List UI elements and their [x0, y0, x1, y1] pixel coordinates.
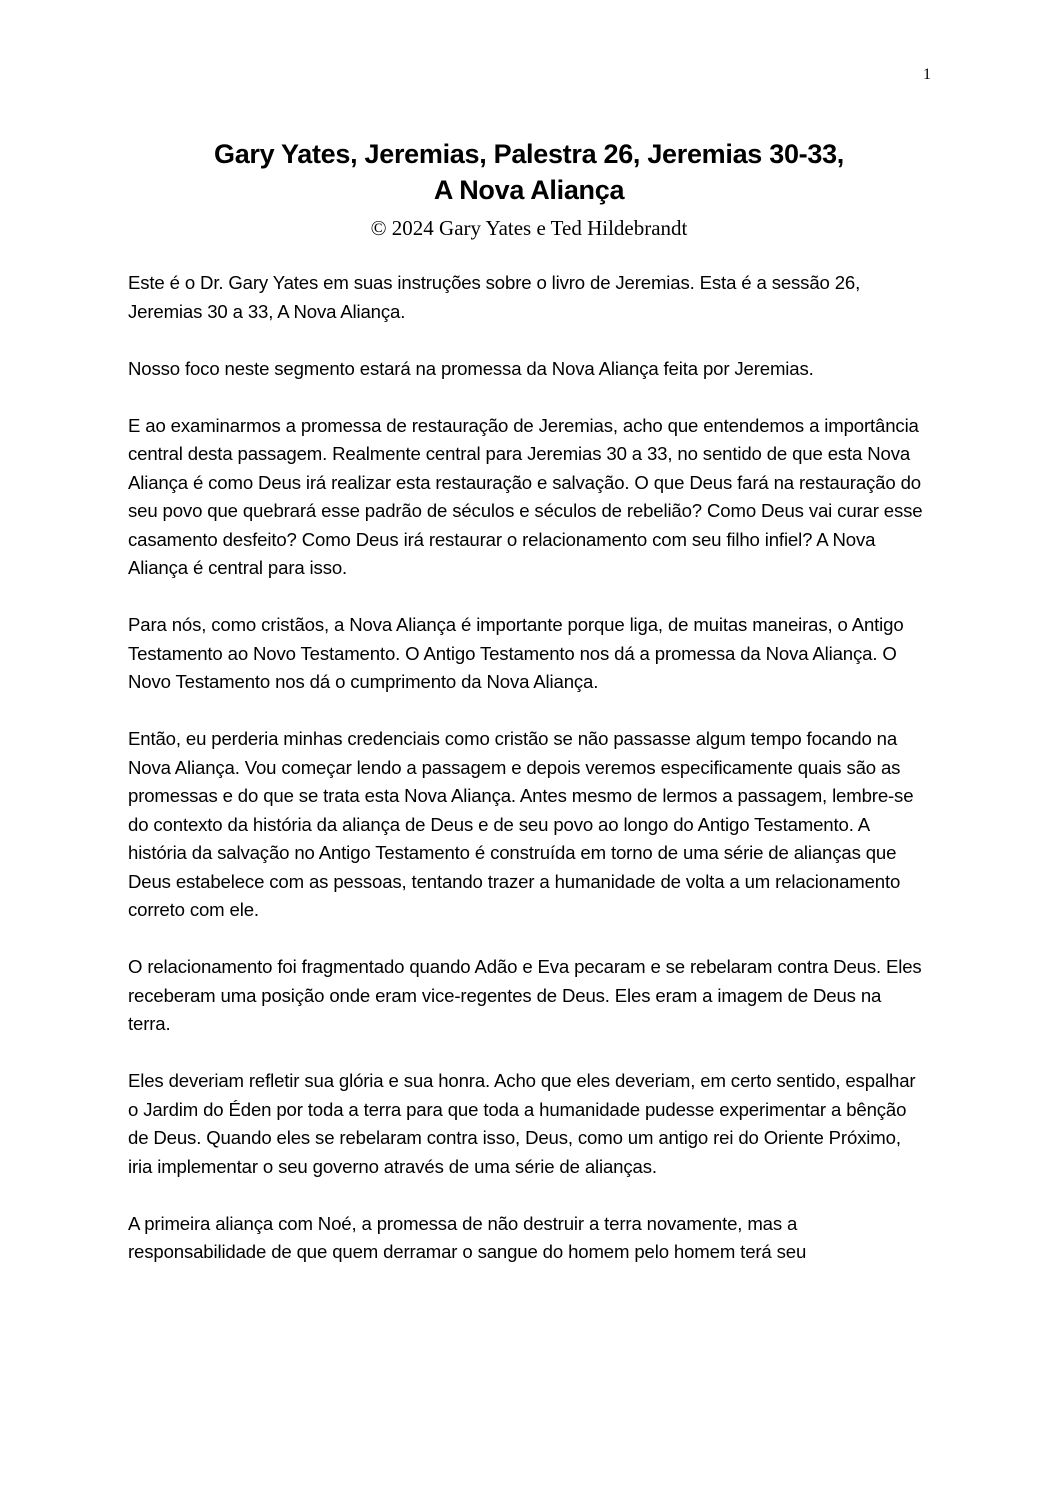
paragraph: O relacionamento foi fragmentado quando Adão e Eva pecaram e se rebelaram contra Deus. Eles receberam uma posição onde eram vice-regentes de Deus. Eles eram a imagem de Deus na terra. — [128, 956, 922, 1034]
paragraph: Este é o Dr. Gary Yates em suas instruções sobre o livro de Jeremias. Esta é a sessão 26, Jeremias 30 a 33, A Nova Aliança. — [128, 272, 861, 322]
page-number: 1 — [923, 66, 931, 83]
paragraph: Nosso foco neste segmento estará na promessa da Nova Aliança feita por Jeremias. — [128, 357, 814, 379]
title-line-1: Gary Yates, Jeremias, Palestra 26, Jeremias 30-33, — [214, 139, 844, 169]
title-line-2: A Nova Aliança — [433, 175, 625, 205]
paragraph: A primeira aliança com Noé, a promessa de não destruir a terra novamente, mas a responsabilidade de que quem derramar o sangue do homem pelo homem terá seu — [128, 1212, 807, 1262]
paragraph: Eles deveriam refletir sua glória e sua honra. Acho que eles deveriam, em certo sentido, espalhar o Jardim do Éden por toda a terra para que toda a humanidade pudesse experimentar a bênção de Deus. Quando eles se rebelaram contra isso, Deus, como um antigo rei do Oriente Próximo, iria implementar o seu governo através de uma série de alianças. — [128, 1070, 916, 1177]
body-text — [128, 269, 928, 1295]
copyright-line: © 2024 Gary Yates e Ted Hildebrandt — [370, 216, 688, 240]
paragraph: Para nós, como cristãos, a Nova Aliança é importante porque liga, de muitas maneiras, o Antigo Testamento ao Novo Testamento. O Antigo Testamento nos dá a promessa da Nova Aliança. O Novo Testamento nos dá o cumprimento da Nova Aliança. — [128, 614, 904, 692]
document-title — [128, 136, 930, 208]
paragraph: Então, eu perderia minhas credenciais como cristão se não passasse algum tempo focando na Nova Aliança. Vou começar lendo a passagem e depois veremos especificamente quais são as promessas e do que se trata esta Nova Aliança. Antes mesmo de lermos a passagem, lembre-se do contexto da história da aliança de Deus e de seu povo ao longo do Antigo Testamento. A história da salvação no Antigo Testamento é construída em torno de uma série de alianças que Deus estabelece com as pessoas, tentando trazer a humanidade de volta a um relacionamento correto com ele. — [128, 728, 914, 920]
paragraph: E ao examinarmos a promessa de restauração de Jeremias, acho que entendemos a importância central desta passagem. Realmente central para Jeremias 30 a 33, no sentido de que esta Nova Aliança é como Deus irá realizar esta restauração e salvação. O que Deus fará na restauração do seu povo que quebrará esse padrão de séculos e séculos de rebelião? Como Deus vai curar esse casamento desfeito? Como Deus irá restaurar o relacionamento com seu filho infiel? A Nova Aliança é central para isso. — [128, 414, 923, 578]
